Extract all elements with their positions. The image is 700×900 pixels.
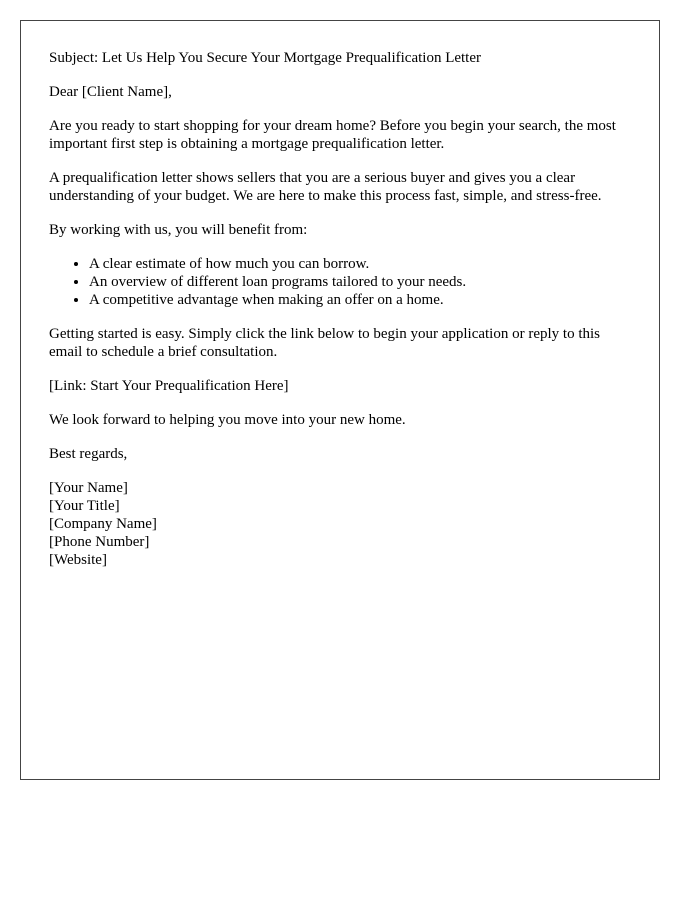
- letter-greeting: Dear [Client Name],: [49, 84, 172, 100]
- letter-subject: Subject: Let Us Help You Secure Your Mortgage Prequalification Letter: [49, 50, 482, 66]
- sign-off: Best regards,: [49, 446, 128, 462]
- benefits-list: [49, 255, 631, 309]
- closing-paragraph: We look forward to helping you move into your new home.: [49, 412, 406, 428]
- prequalification-paragraph: A prequalification letter shows sellers that you are a serious buyer and gives you a clear understanding of your budget. We are here to make this process fast, simple, and stress-free.: [49, 170, 602, 204]
- benefits-intro: By working with us, you will benefit from:: [49, 222, 308, 238]
- getting-started-paragraph: Getting started is easy. Simply click the link below to begin your application or reply to this email to schedule a brief consultation.: [49, 326, 601, 360]
- letter-container: [20, 20, 660, 780]
- signature-phone: [Phone Number]: [49, 534, 150, 550]
- benefit-item: • A competitive advantage when making an offer on a home.: [89, 291, 631, 309]
- signature-block: [49, 479, 631, 569]
- intro-paragraph: Are you ready to start shopping for your dream home? Before you begin your search, the most important first step is obtaining a mortgage prequalification letter.: [49, 118, 616, 152]
- prequalification-link-placeholder: [Link: Start Your Prequalification Here]: [49, 378, 289, 394]
- signature-title: [Your Title]: [49, 498, 120, 514]
- benefit-item: • An overview of different loan programs tailored to your needs.: [89, 273, 631, 291]
- signature-company: [Company Name]: [49, 516, 157, 532]
- benefit-item: • A clear estimate of how much you can borrow.: [89, 255, 631, 273]
- signature-website: [Website]: [49, 552, 107, 568]
- signature-name: [Your Name]: [49, 480, 128, 496]
